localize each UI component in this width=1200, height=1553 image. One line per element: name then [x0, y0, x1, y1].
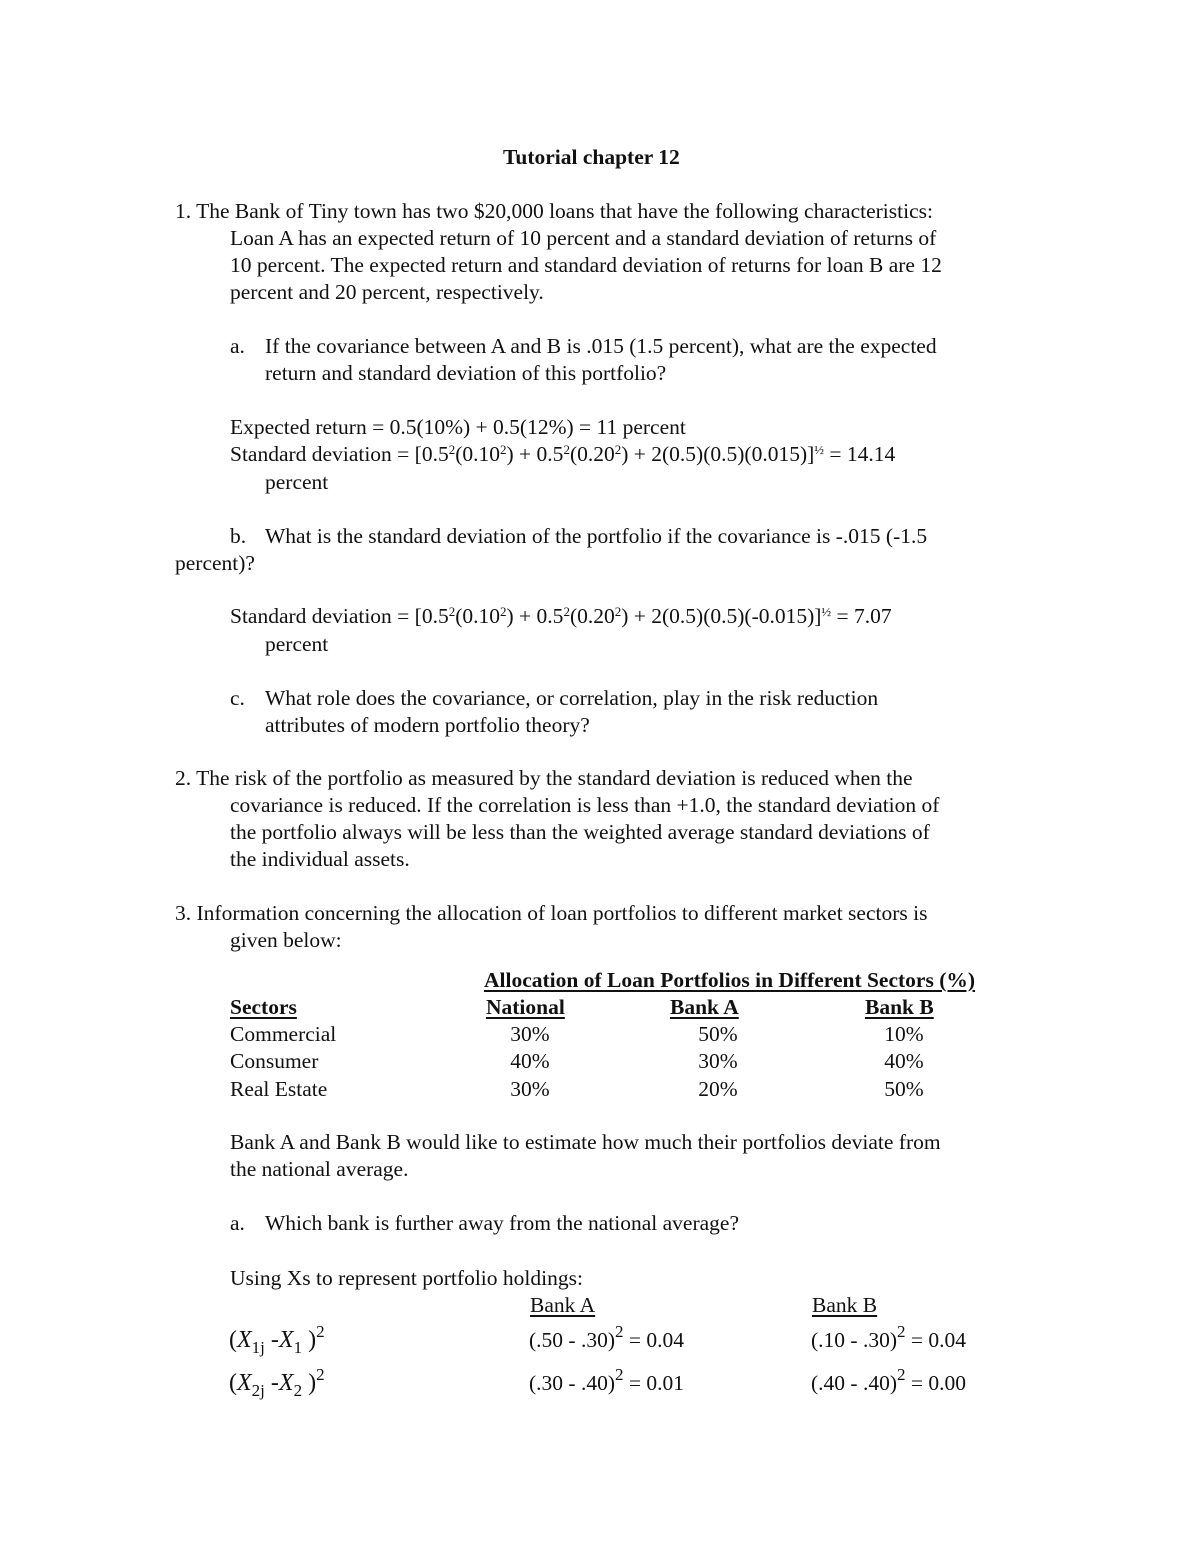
table-cell: 40% — [884, 1049, 924, 1073]
q1b-label: b. — [230, 524, 247, 548]
table-cell: 10% — [884, 1022, 924, 1046]
table-cell: 30% — [510, 1022, 550, 1046]
bank-b-calc: (.10 - .30)$^2$ = 0.04 — [811, 1322, 966, 1352]
table-cell: 30% — [510, 1077, 550, 1101]
q2-line: the individual assets. — [230, 847, 410, 871]
table-cell: 40% — [510, 1049, 550, 1073]
std-dev-unit: percent — [265, 632, 329, 656]
col-bank-b: Bank B — [812, 1293, 878, 1317]
q2-line: the portfolio always will be less than the weighted average standard deviations of — [230, 820, 930, 844]
deviation-expression: ($X_{2j}$ $-X_2$ )$^2$ — [229, 1365, 325, 1400]
deviation-expression: ($X_{1j}$ $-X_1$ )$^2$ — [229, 1322, 325, 1357]
q3-paragraph: Bank A and Bank B would like to estimate how much their portfolios deviate from — [230, 1130, 941, 1154]
q3-line: 3. Information concerning the allocation of loan portfolios to different market sectors is — [175, 901, 928, 925]
std-dev-unit: percent — [265, 470, 329, 494]
table-cell: 30% — [698, 1049, 738, 1073]
table-cell: 50% — [884, 1077, 924, 1101]
table-header: National — [486, 995, 565, 1019]
std-dev-formula-b: Standard deviation = $[0.5^2(0.10^2) + 0.5^2(0.20^2) + 2(0.5)(0.5)(-0.015)]^{\frac{1}{2}} = 7.07$ — [230, 604, 892, 628]
q1-line: 1. The Bank of Tiny town has two $20,000 loans that have the following characteristics: — [175, 199, 933, 223]
q1-line: percent and 20 percent, respectively. — [230, 280, 544, 304]
bank-b-calc: (.40 - .40)$^2$ = 0.00 — [811, 1365, 966, 1395]
expected-return: Expected return = 0.5(10%) + 0.5(12%) = 11 percent — [230, 415, 686, 439]
table-cell: 50% — [698, 1022, 738, 1046]
q1b-text: percent)? — [175, 551, 255, 575]
table-cell: 20% — [698, 1077, 738, 1101]
q1c-label: c. — [230, 686, 245, 710]
q3a-label: a. — [230, 1211, 245, 1235]
q1a-text: return and standard deviation of this portfolio? — [265, 361, 667, 385]
bank-a-calc: (.50 - .30)$^2$ = 0.04 — [529, 1322, 684, 1352]
using-xs: Using Xs to represent portfolio holdings: — [230, 1266, 583, 1290]
q1-line: 10 percent. The expected return and standard deviation of returns for loan B are 12 — [230, 253, 942, 277]
std-dev-formula-a: Standard deviation = $[0.5^2(0.10^2) + 0.5^2(0.20^2) + 2(0.5)(0.5)(0.015)]^{\frac{1}{2}} = 14.14$ — [230, 442, 896, 466]
table-cell: Commercial — [230, 1022, 337, 1046]
table-title: Allocation of Loan Portfolios in Different Sectors (%) — [484, 968, 976, 992]
q1b-text: What is the standard deviation of the portfolio if the covariance is -.015 (-1.5 — [265, 524, 928, 548]
table-header: Bank A — [670, 995, 739, 1019]
q2-line: covariance is reduced. If the correlation is less than +1.0, the standard deviation of — [230, 793, 940, 817]
q1c-text: What role does the covariance, or correlation, play in the risk reduction — [265, 686, 879, 710]
page-title: Tutorial chapter 12 — [503, 145, 680, 169]
bank-a-calc: (.30 - .40)$^2$ = 0.01 — [529, 1365, 684, 1395]
table-header: Sectors — [230, 995, 297, 1019]
q1a-text: If the covariance between A and B is .015 (1.5 percent), what are the expected — [265, 334, 937, 358]
table-cell: Consumer — [230, 1049, 319, 1073]
q1c-text: attributes of modern portfolio theory? — [265, 713, 590, 737]
col-bank-a: Bank A — [530, 1293, 596, 1317]
q2-line: 2. The risk of the portfolio as measured by the standard deviation is reduced when the — [175, 766, 913, 790]
q1a-label: a. — [230, 334, 245, 358]
q3-paragraph: the national average. — [230, 1157, 409, 1181]
q1-line: Loan A has an expected return of 10 percent and a standard deviation of returns of — [230, 226, 937, 250]
q3a-text: Which bank is further away from the national average? — [265, 1211, 739, 1235]
q3-line: given below: — [230, 928, 342, 952]
table-cell: Real Estate — [230, 1077, 328, 1101]
table-header: Bank B — [865, 995, 934, 1019]
